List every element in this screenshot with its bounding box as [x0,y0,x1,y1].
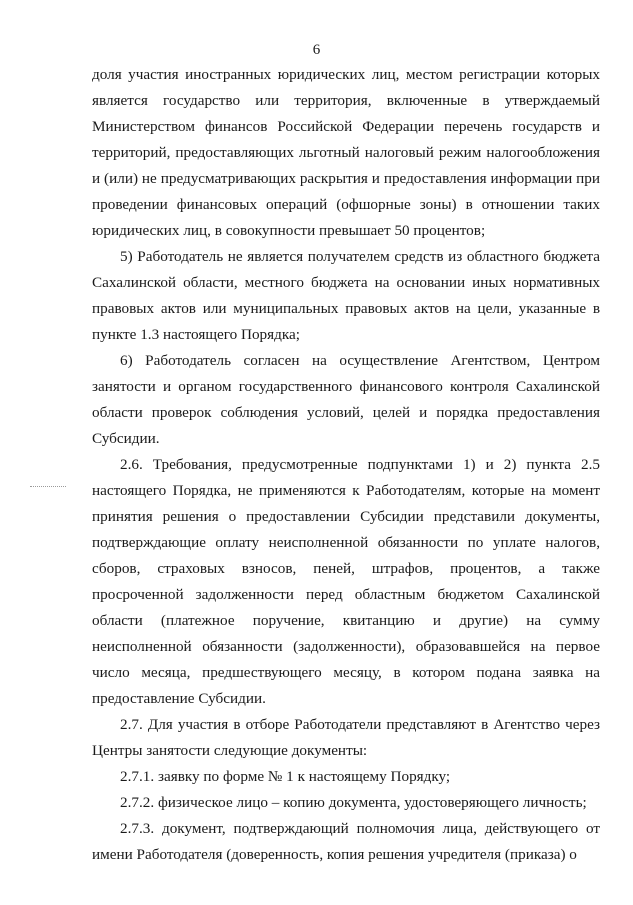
paragraph-2-7: 2.7. Для участия в отборе Работодатели представляют в Агентство через Центры занятости следующие документы: [92,716,600,759]
paragraph-2-7-1: 2.7.1. заявку по форме № 1 к настоящему Порядку; [120,768,451,785]
paragraph-offshore-share: доля участия иностранных юридических лиц, местом регистрации которых является государство или территория, включенные в утверждаемый Министерством финансов Российской Федерации перечень государств и территорий, предоставляющих льготный налоговый режим налогообложения и (или) не предусматривающих раскрытия и предоставления информации при проведении финансовых операций (офшорные зоны) в отношении таких юридических лиц, в совокупности превышает 50 процентов; [92,66,600,239]
paragraph-item-6: 6) Работодатель согласен на осуществление Агентством, Центром занятости и органом государственного финансового контроля Сахалинской области проверок соблюдения условий, целей и порядка предоставления Субсидии. [92,352,600,447]
paragraph-2-7-2: 2.7.2. физическое лицо – копию документа, удостоверяющего личность; [120,794,587,811]
paragraph-2-7-3: 2.7.3. документ, подтверждающий полномочия лица, действующего от имени Работодателя (доверенность, копия решения учредителя (приказа) о [92,820,600,863]
paragraph-2-6: 2.6. Требования, предусмотренные подпунктами 1) и 2) пункта 2.5 настоящего Порядка, не применяются к Работодателям, которые на момент принятия решения о предоставлении Субсидии представили документы, подтверждающие оплату неисполненной обязанности по уплате налогов, сборов, страховых взносов, пеней, штрафов, процентов, а также просроченной задолженности перед областным бюджетом Сахалинской области (платежное поручение, квитанцию и другие) на сумму неисполненной обязанности (задолженности), образовавшейся на первое число месяца, предшествующего месяцу, в котором подана заявка на предоставление Субсидии. [92,456,600,707]
document-body [92,62,600,868]
margin-mark [30,486,66,487]
page-number: 6 [312,42,321,58]
paragraph-item-5: 5) Работодатель не является получателем средств из областного бюджета Сахалинской области, местного бюджета на основании иных нормативных правовых актов или муниципальных правовых актов на цели, указанные в пункте 1.3 настоящего Порядка; [92,248,600,343]
